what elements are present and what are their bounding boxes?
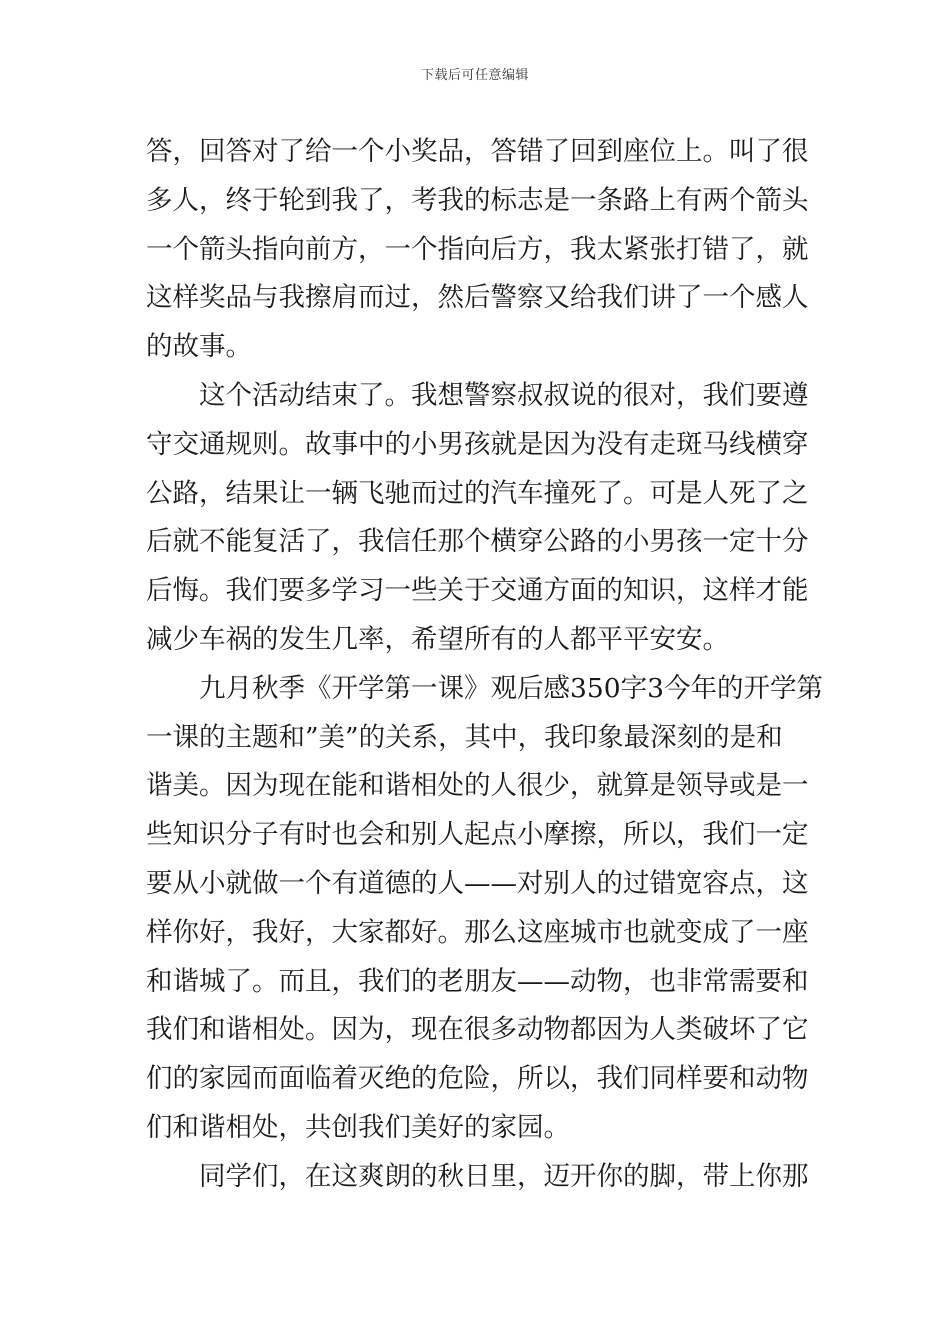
page-header-note: 下载后可任意编辑 bbox=[420, 68, 529, 83]
text-line: 守交通规则。故事中的小男孩就是因为没有走斑马线横穿 bbox=[146, 428, 809, 460]
text-line: 一个箭头指向前方，一个指向后方，我太紧张打错了，就 bbox=[146, 233, 809, 265]
text-line: 后悔。我们要多学习一些关于交通方面的知识，这样才能 bbox=[146, 575, 809, 607]
text-line: 后就不能复活了，我信任那个横穿公路的小男孩一定十分 bbox=[146, 526, 809, 558]
text-line: 和谐城了。而且，我们的老朋友——动物，也非常需要和 bbox=[146, 965, 809, 997]
text-line: 多人，终于轮到我了，考我的标志是一条路上有两个箭头 bbox=[146, 184, 809, 216]
text-line: 些知识分子有时也会和别人起点小摩擦，所以，我们一定 bbox=[146, 819, 809, 851]
text-line: 的故事。 bbox=[146, 331, 252, 363]
document-body bbox=[146, 128, 823, 1202]
text-line: 答，回答对了给一个小奖品，答错了回到座位上。叫了很 bbox=[146, 136, 809, 167]
text-line: 公路，结果让一辆飞驰而过的汽车撞死了。可是人死了之 bbox=[146, 477, 809, 509]
paragraph-start-line: 九月秋季《开学第一课》观后感350字3今年的开学第 bbox=[199, 672, 823, 704]
paragraph-start-line: 这个活动结束了。我想警察叔叔说的很对，我们要遵 bbox=[199, 379, 809, 411]
text-line: 我们和谐相处。因为，现在很多动物都因为人类破坏了它 bbox=[146, 1014, 809, 1046]
text-line: 一课的主题和”美”的关系，其中，我印象最深刻的是和 bbox=[146, 721, 783, 753]
text-line: 样你好，我好，大家都好。那么这座城市也就变成了一座 bbox=[146, 916, 809, 948]
text-line: 这样奖品与我擦肩而过，然后警察又给我们讲了一个感人 bbox=[146, 282, 809, 314]
text-line: 谐美。因为现在能和谐相处的人很少，就算是领导或是一 bbox=[146, 770, 809, 802]
text-line: 减少车祸的发生几率，希望所有的人都平平安安。 bbox=[146, 623, 729, 655]
text-line: 们的家园而面临着灭绝的危险，所以，我们同样要和动物 bbox=[146, 1063, 809, 1095]
text-line: 们和谐相处，共创我们美好的家园。 bbox=[146, 1111, 570, 1143]
paragraph-start-line: 同学们，在这爽朗的秋日里，迈开你的脚，带上你那 bbox=[199, 1160, 809, 1192]
text-line: 要从小就做一个有道德的人——对别人的过错宽容点，这 bbox=[146, 867, 809, 899]
